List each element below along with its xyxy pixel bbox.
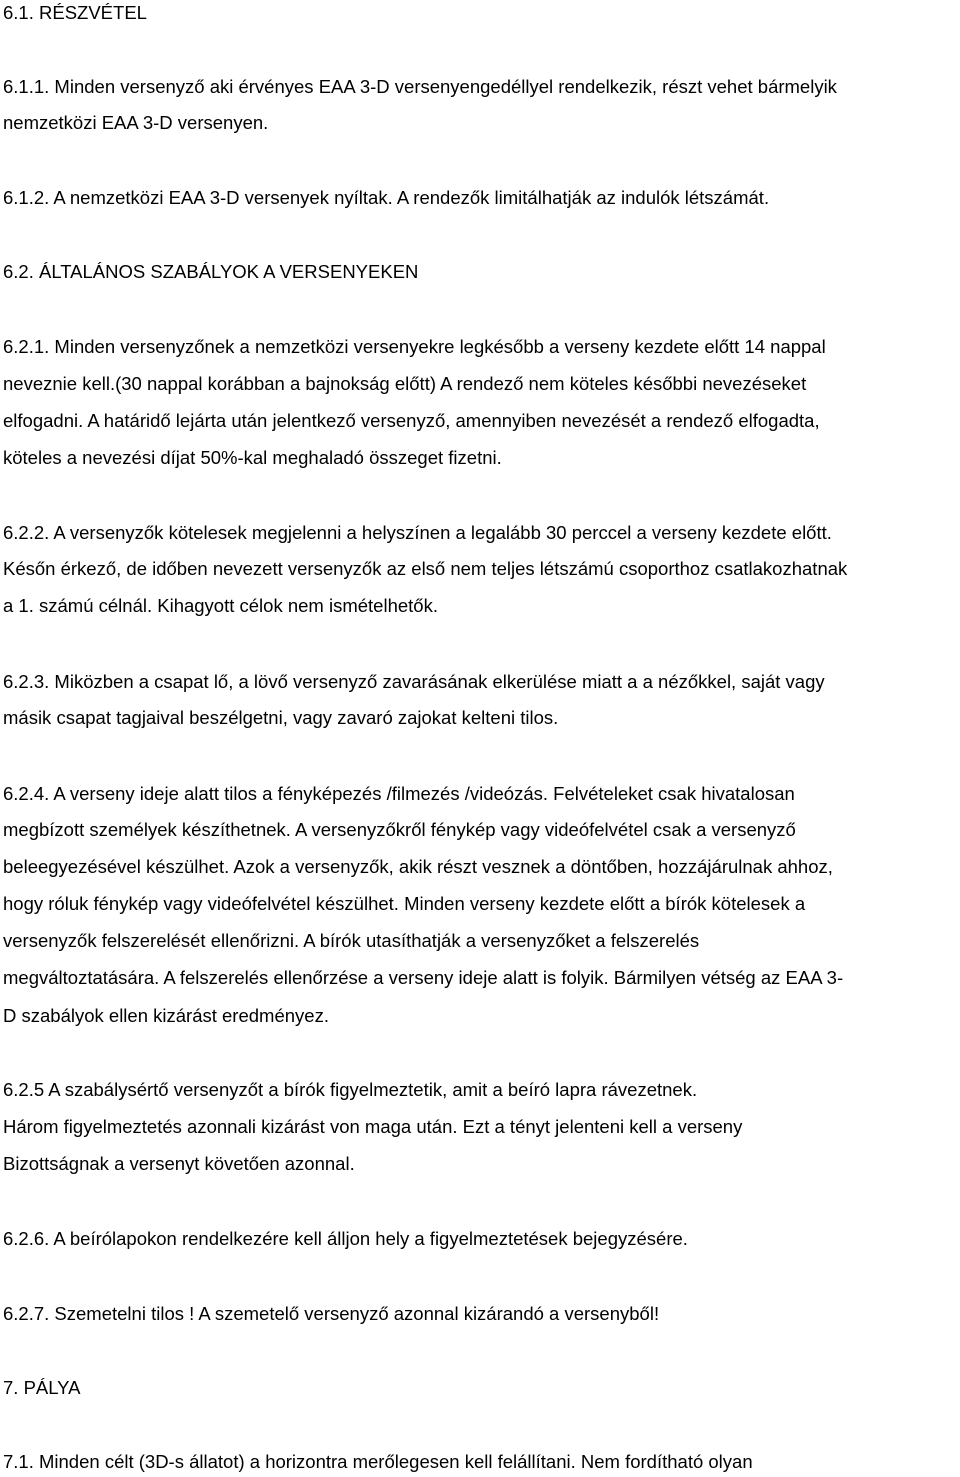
paragraph-line: 6.2.1. Minden versenyzőnek a nemzetközi versenyekre legkésőbb a verseny kezdete előtt 14 nappal xyxy=(3,336,826,357)
paragraph-line: 6.2.2. A versenyzők kötelesek megjelenni a helyszínen a legalább 30 perccel a verseny kezdete előtt. xyxy=(3,522,832,543)
paragraph-line: versenyzők felszerelését ellenőrizni. A bírók utasíthatják a versenyzőket a felszerelés xyxy=(3,930,700,951)
paragraph-line: Három figyelmeztetés azonnali kizárást von maga után. Ezt a tényt jelenteni kell a verseny xyxy=(3,1116,743,1137)
paragraph-line: elfogadni. A határidő lejárta után jelentkező versenyző, amennyiben nevezését a rendező elfogadta, xyxy=(3,410,820,431)
paragraph-line: Későn érkező, de időben nevezett versenyzők az első nem teljes létszámú csoporthoz csatlakozhatnak xyxy=(3,558,848,579)
paragraph-line: 6.2.3. Miközben a csapat lő, a lövő versenyző zavarásának elkerülése miatt a a nézőkkel, saját vagy xyxy=(3,671,825,692)
heading-7: 7. PÁLYA xyxy=(3,1377,81,1398)
paragraph-line: 6.1.1. Minden versenyző aki érvényes EAA 3-D versenyengedéllyel rendelkezik, részt vehet bármelyik xyxy=(3,76,837,97)
paragraph-line: 6.1.2. A nemzetközi EAA 3-D versenyek nyíltak. A rendezők limitálhatják az indulók létszámát. xyxy=(3,187,770,208)
paragraph-line: 6.2.5 A szabálysértő versenyzőt a bírók figyelmeztetik, amit a beíró lapra rávezetnek. xyxy=(3,1079,698,1100)
paragraph-line: Bizottságnak a versenyt követően azonnal. xyxy=(3,1153,355,1174)
paragraph-line: beleegyezésével készülhet. Azok a versenyzők, akik részt vesznek a döntőben, hozzájárulnak ahhoz, xyxy=(3,856,833,877)
paragraph-line: 7.1. Minden célt (3D-s állatot) a horizontra merőlegesen kell felállítani. Nem fordítható olyan xyxy=(3,1451,753,1472)
paragraph-line: 6.2.4. A verseny ideje alatt tilos a fényképezés /filmezés /videózás. Felvételeket csak hivatalosan xyxy=(3,783,795,804)
paragraph-line: neveznie kell.(30 nappal korábban a bajnokság előtt) A rendező nem köteles későbbi nevezéseket xyxy=(3,373,807,394)
paragraph-line: nemzetközi EAA 3-D versenyen. xyxy=(3,112,269,133)
paragraph-line: hogy róluk fénykép vagy videófelvétel készülhet. Minden verseny kezdete előtt a bírók kötelesek a xyxy=(3,893,806,914)
paragraph-line: 6.2.6. A beírólapokon rendelkezére kell álljon hely a figyelmeztetések bejegyzésére. xyxy=(3,1228,688,1249)
paragraph-line: 6.2.7. Szemetelni tilos ! A szemetelő versenyző azonnal kizárandó a versenyből! xyxy=(3,1303,660,1324)
paragraph-line: másik csapat tagjaival beszélgetni, vagy zavaró zajokat kelteni tilos. xyxy=(3,707,559,728)
heading-6-2: 6.2. ÁLTALÁNOS SZABÁLYOK A VERSENYEKEN xyxy=(3,261,419,282)
heading-6-1: 6.1. RÉSZVÉTEL xyxy=(3,2,147,23)
paragraph-line: D szabályok ellen kizárást eredményez. xyxy=(3,1005,329,1026)
paragraph-line: a 1. számú célnál. Kihagyott célok nem ismételhetők. xyxy=(3,595,438,616)
paragraph-line: köteles a nevezési díjat 50%-kal meghaladó összeget fizetni. xyxy=(3,447,502,468)
paragraph-line: megváltoztatására. A felszerelés ellenőrzése a verseny ideje alatt is folyik. Bármilyen vétség az EAA 3- xyxy=(3,967,844,988)
paragraph-line: megbízott személyek készíthetnek. A versenyzőkről fénykép vagy videófelvétel csak a versenyző xyxy=(3,819,796,840)
